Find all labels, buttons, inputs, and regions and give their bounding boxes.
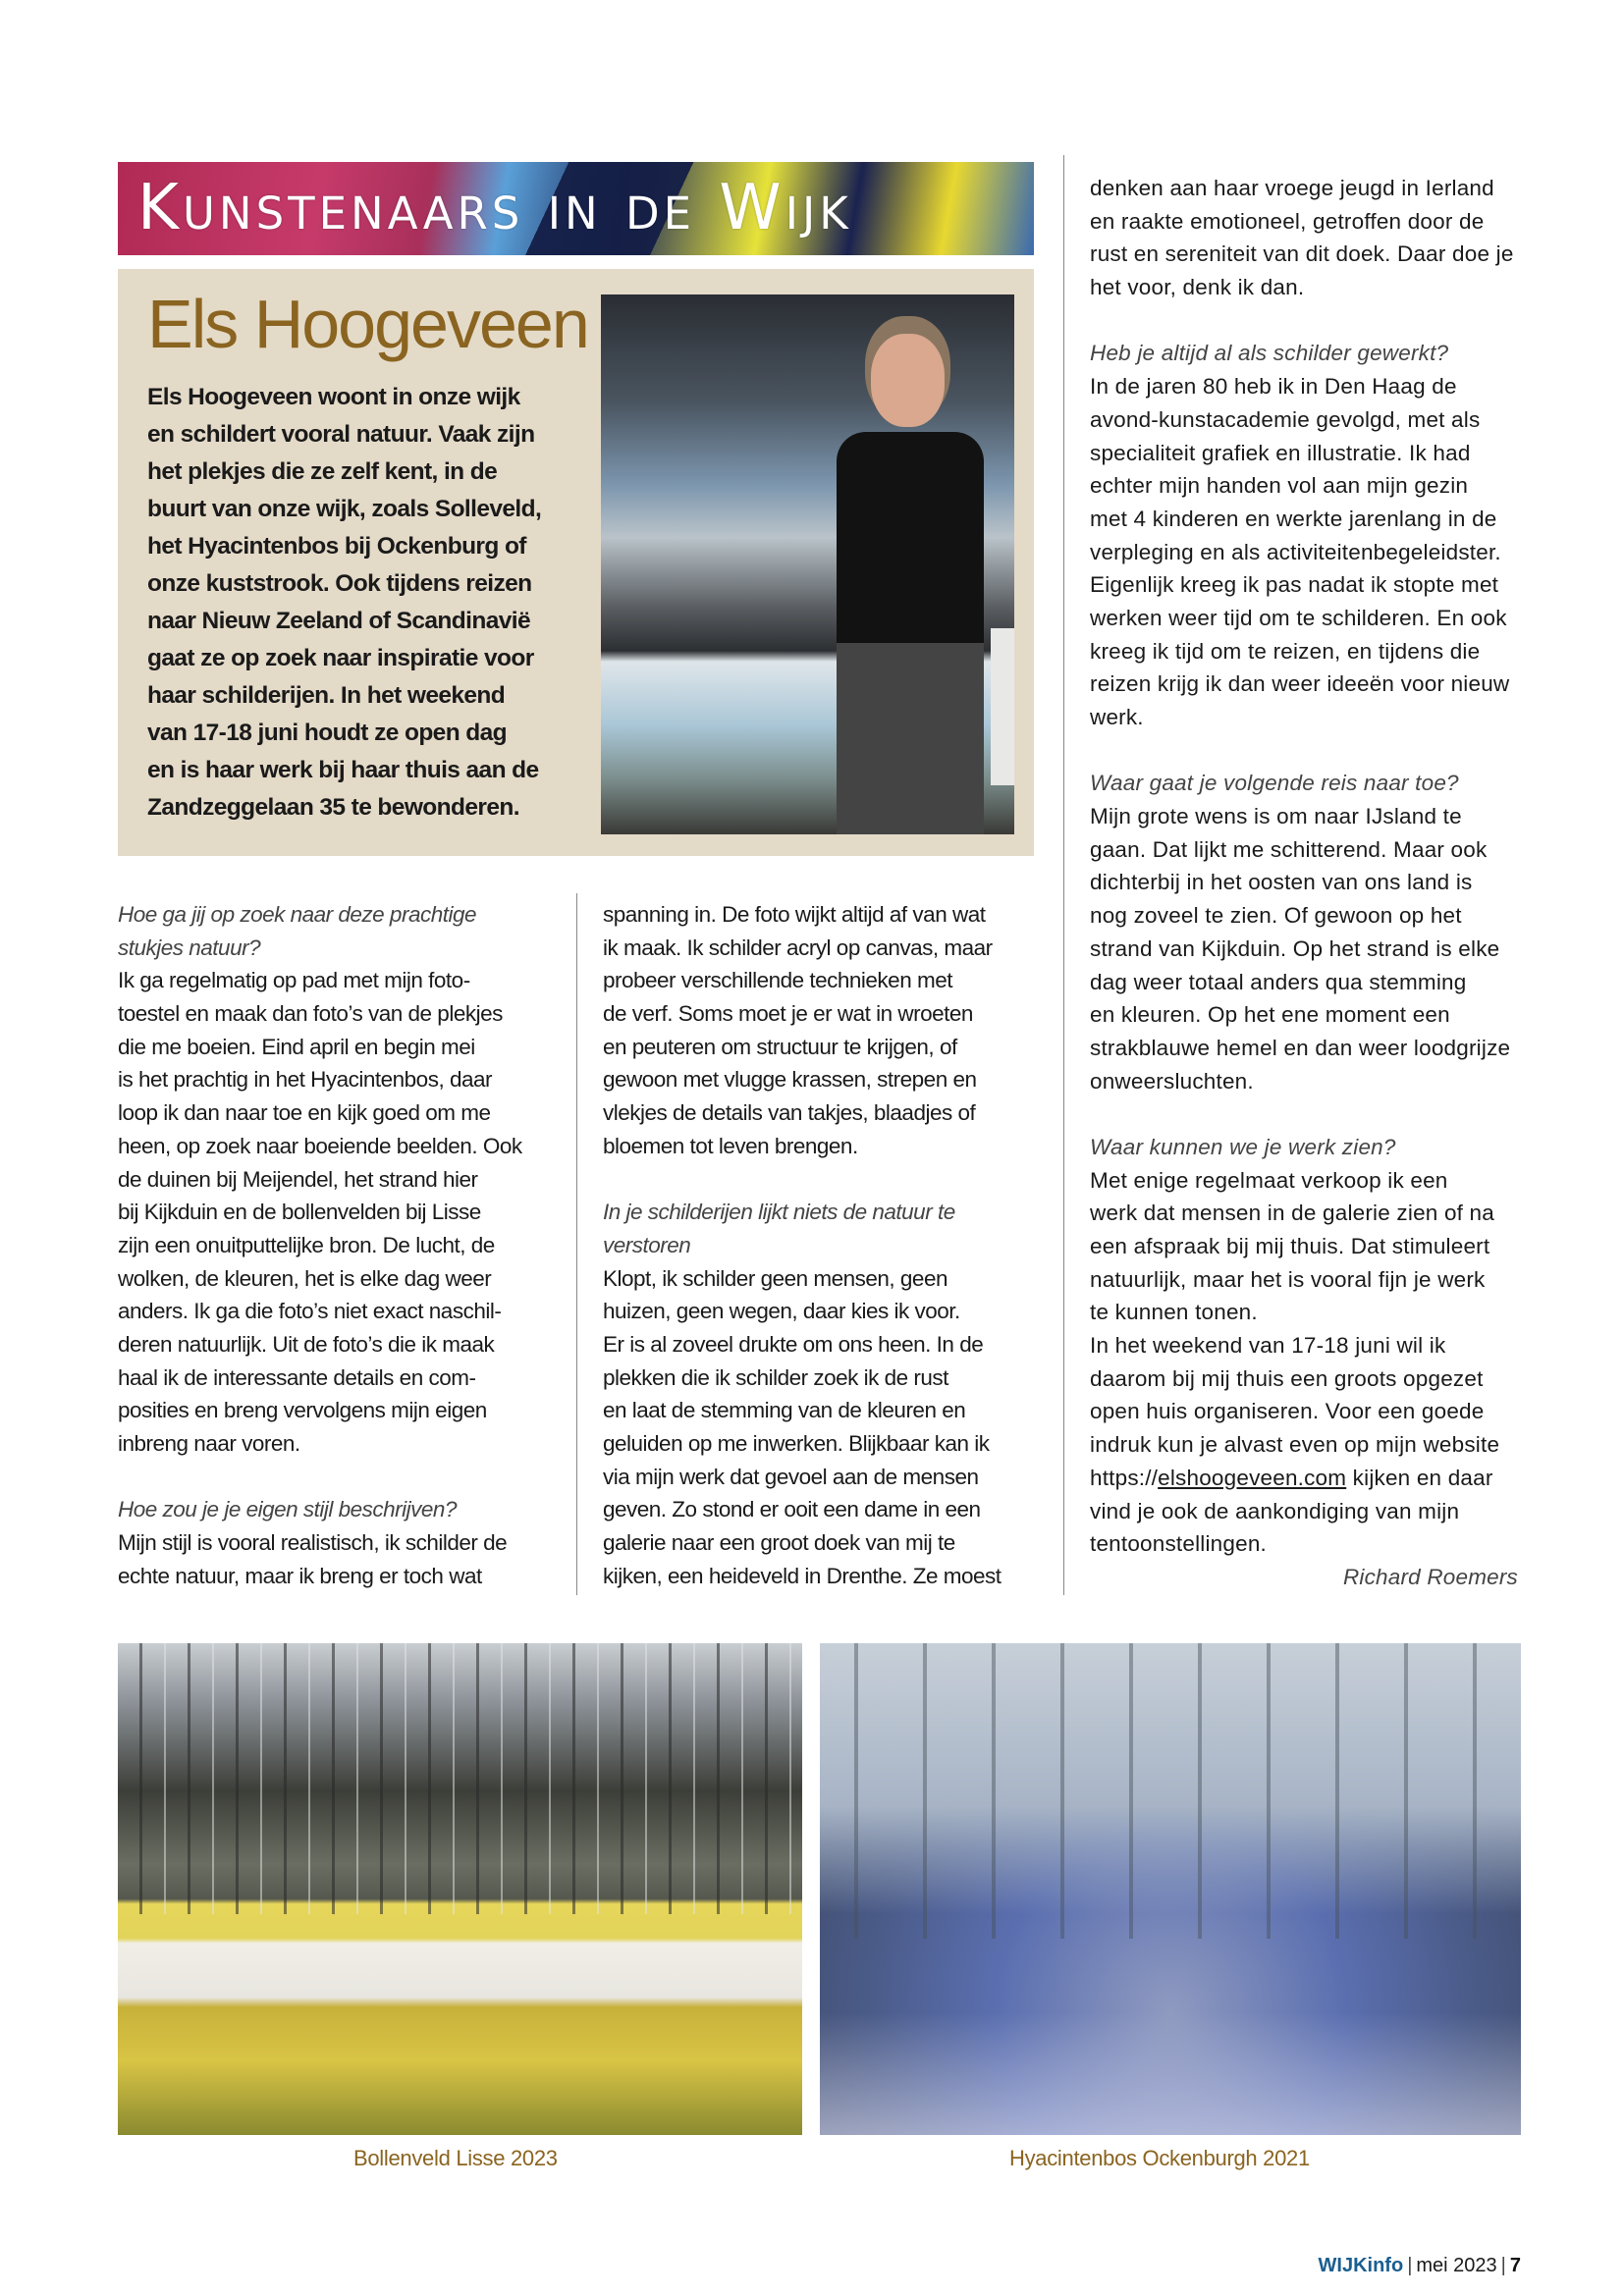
body-text-line: Met enige regelmaat verkoop ik een (1090, 1167, 1448, 1193)
interview-question: Hoe ga jij op zoek naar deze prachtige (118, 902, 476, 927)
body-text-line: open huis organiseren. Voor een goede (1090, 1399, 1485, 1424)
painting-flowers (820, 2012, 1521, 2135)
body-text-line: strakblauwe hemel en dan weer loodgrijze (1090, 1035, 1511, 1060)
body-text-line: daarom bij mij thuis een groots opgezet (1090, 1365, 1484, 1391)
body-text-line: rust en sereniteit van dit doek. Daar doe je (1090, 241, 1514, 267)
body-text-line: huizen, geen wegen, daar kies ik voor. (603, 1299, 960, 1324)
body-text-line: geven. Zo stond er ooit een dame in een (603, 1497, 981, 1522)
intro-line: buurt van onze wijk, zoals Solleveld, (147, 496, 542, 522)
intro-line: gaat ze op zoek naar inspiratie voor (147, 645, 534, 671)
body-text-line: anders. Ik ga die foto’s niet exact naschil- (118, 1299, 502, 1324)
body-text-line: natuurlijk, maar het is vooral fijn je werk (1090, 1266, 1486, 1292)
artist-body (837, 432, 984, 834)
body-text-line: haal ik de interessante details en com- (118, 1364, 476, 1390)
painting-hyacintenbos (820, 1643, 1521, 2135)
body-text-line: bij Kijkduin en de bollenvelden bij Lisse (118, 1200, 481, 1225)
body-text-line: die me boeien. Eind april en begin mei (118, 1034, 475, 1059)
paragraph-gap (1090, 304, 1518, 338)
paragraph-gap (1090, 1097, 1518, 1131)
body-text-line: toestel en maak dan foto’s van de plekjes (118, 1001, 503, 1027)
body-text-line: bloemen tot leven brengen. (603, 1133, 858, 1158)
page-number: 7 (1509, 2255, 1521, 2276)
footer-separator: | (1500, 2255, 1506, 2276)
body-text-line: strand van Kijkduin. Op het strand is elke (1090, 935, 1500, 961)
footer-separator: | (1407, 2255, 1413, 2276)
body-text-line: probeer verschillende technieken met (603, 968, 952, 993)
body-text-line: avond-kunstacademie gevolgd, met als (1090, 406, 1481, 432)
body-text-line: en peuteren om structuur te krijgen, of (603, 1034, 957, 1059)
body-text-line: zijn een onuitputtelijke bron. De lucht, de (118, 1232, 495, 1257)
intro-line: van 17-18 juni houdt ze open dag (147, 720, 508, 746)
body-text-line: plekken die ik schilder zoek ik de rust (603, 1364, 948, 1390)
column-divider (1063, 155, 1064, 1595)
artist-name: Els Hoogeveen (147, 286, 588, 362)
section-banner (118, 162, 1034, 255)
body-text-line: Ik ga regelmatig op pad met mijn foto- (118, 968, 470, 993)
body-text-line: In het weekend van 17-18 juni wil ik (1090, 1333, 1446, 1359)
body-text-line: werk. (1090, 705, 1144, 729)
website-link[interactable]: elshoogeveen.com (1158, 1465, 1347, 1490)
body-text-line: een afspraak bij mij thuis. Dat stimuleert (1090, 1234, 1490, 1258)
body-text-line: heen, op zoek naar boeiende beelden. Ook (118, 1133, 522, 1158)
body-text-line: deren natuurlijk. Uit de foto’s die ik maak (118, 1331, 495, 1357)
body-text-line: kreeg ik tijd om te reizen, en tijdens die (1090, 638, 1481, 664)
body-text-line: tentoonstellingen. (1090, 1531, 1267, 1557)
intro-line: het Hyacintenbos bij Ockenburg of (147, 533, 526, 560)
body-text-line: te kunnen tonen. (1090, 1300, 1258, 1325)
caption-hyacintenbos: Hyacintenbos Ockenburgh 2021 (1009, 2146, 1310, 2170)
website-line (1090, 1462, 1518, 1495)
intro-line: en is haar werk bij haar thuis aan de (147, 757, 539, 783)
body-text-line: denken aan haar vroege jeugd in Ierland (1090, 176, 1494, 200)
body-text-line: Er is al zoveel drukte om ons heen. In de (603, 1331, 984, 1357)
intro-line: het plekjes die ze zelf kent, in de (147, 458, 498, 485)
body-text-line: met 4 kinderen en werkte jarenlang in de (1090, 506, 1497, 531)
body-text-line: indruk kun je alvast even op mijn website (1090, 1432, 1500, 1458)
issue-date: mei 2023 (1416, 2255, 1497, 2276)
magazine-brand: WIJKinfo (1318, 2255, 1404, 2276)
body-text-line: via mijn werk dat gevoel aan de mensen (603, 1464, 979, 1489)
interview-question: stukjes natuur? (118, 934, 261, 960)
article-column-1 (118, 898, 550, 1592)
interview-question: In je schilderijen lijkt niets de natuur te (603, 1200, 955, 1225)
body-text-line: dichterbij in het oosten van ons land is (1090, 870, 1473, 895)
interview-question: Waar gaat je volgende reis naar toe? (1090, 771, 1459, 796)
artist-portrait-photo (601, 294, 1014, 834)
body-text-line: Mijn stijl is vooral realistisch, ik schilder de (118, 1530, 508, 1556)
body-text-line: loop ik dan naar toe en kijk goed om me (118, 1100, 491, 1126)
interview-question: Waar kunnen we je werk zien? (1090, 1134, 1396, 1159)
body-text-line: geluiden op me inwerken. Blijkbaar kan ik (603, 1431, 990, 1456)
link-prefix: https:// (1090, 1465, 1159, 1490)
body-text-line: de verf. Soms moet je er wat in wroeten (603, 1001, 973, 1027)
paragraph-gap (1090, 734, 1518, 768)
author-credit: Richard Roemers (1342, 1564, 1518, 1589)
painting-bollenveld-lisse (118, 1643, 802, 2135)
section-title: Kunstenaars in de Wijk (137, 172, 852, 244)
body-text-line: gaan. Dat lijkt me schitterend. Maar ook (1090, 836, 1488, 862)
interview-question: verstoren (603, 1232, 691, 1257)
body-text-line: vlekjes de details van takjes, blaadjes of (603, 1100, 976, 1126)
body-text-line: spanning in. De foto wijkt altijd af van wat (603, 902, 986, 927)
body-text-line: ik maak. Ik schilder acryl op canvas, maar (603, 934, 993, 960)
intro-text (147, 379, 541, 827)
paragraph-gap (603, 1163, 1035, 1197)
body-text-line: en kleuren. Op het ene moment een (1090, 1002, 1450, 1028)
body-text-line: vind je ook de aankondiging van mijn (1090, 1498, 1460, 1523)
artist-head (871, 334, 945, 427)
caption-bollenveld: Bollenveld Lisse 2023 (353, 2146, 558, 2170)
body-text-line: onweersluchten. (1090, 1068, 1254, 1094)
body-text-line: nog zoveel te zien. Of gewoon op het (1090, 903, 1462, 929)
link-suffix: kijken en daar (1346, 1465, 1493, 1490)
body-text-line: werk dat mensen in de galerie zien of na (1090, 1201, 1494, 1226)
body-text-line: is het prachtig in het Hyacintenbos, daar (118, 1067, 492, 1093)
article-column-3 (1090, 172, 1518, 1594)
painting-trees (820, 1643, 1521, 1939)
intro-line: en schildert vooral natuur. Vaak zijn (147, 421, 535, 448)
intro-box (118, 269, 1034, 856)
body-text-line: In de jaren 80 heb ik in Den Haag de (1090, 374, 1457, 400)
intro-line: Els Hoogeveen woont in onze wijk (147, 384, 520, 410)
body-text-line: werken weer tijd om te schilderen. En ook (1090, 605, 1507, 630)
body-text-line: reizen krijg ik dan weer ideeën voor nieuw (1090, 671, 1510, 697)
body-text-line: de duinen bij Meijendel, het strand hier (118, 1166, 478, 1192)
painting-trees (118, 1643, 802, 1914)
interview-question: Hoe zou je je eigen stijl beschrijven? (118, 1497, 457, 1522)
intro-line: onze kuststrook. Ook tijdens reizen (147, 570, 532, 597)
body-text-line: het voor, denk ik dan. (1090, 275, 1305, 300)
body-text-line: Eigenlijk kreeg ik pas nadat ik stopte met (1090, 572, 1499, 598)
body-text-line: echte natuur, maar ik breng er toch wat (118, 1563, 482, 1588)
body-text-line: en raakte emotioneel, getroffen door de (1090, 208, 1485, 234)
interview-question: Heb je altijd al als schilder gewerkt? (1090, 341, 1449, 366)
article-column-2 (603, 898, 1035, 1592)
washing-machine (991, 628, 1014, 785)
intro-line: naar Nieuw Zeeland of Scandinavië (147, 608, 531, 634)
body-text-line: wolken, de kleuren, het is elke dag weer (118, 1265, 492, 1291)
body-text-line: posities en breng vervolgens mijn eigen (118, 1398, 487, 1423)
column-divider (576, 893, 577, 1595)
body-text-line: inbreng naar voren. (118, 1431, 300, 1456)
body-text-line: echter mijn handen vol aan mijn gezin (1090, 473, 1469, 499)
intro-line: haar schilderijen. In het weekend (147, 682, 506, 709)
body-text-line: galerie naar een groot doek van mij te (603, 1530, 955, 1556)
body-text-line: Klopt, ik schilder geen mensen, geen (603, 1265, 947, 1291)
body-text-line: kijken, een heideveld in Drenthe. Ze moest (603, 1563, 1001, 1588)
paragraph-gap (118, 1461, 550, 1494)
body-text-line: dag weer totaal anders qua stemming (1090, 969, 1467, 994)
body-text-line: gewoon met vlugge krassen, strepen en (603, 1067, 977, 1093)
artist-figure (837, 334, 984, 834)
body-text-line: en laat de stemming van de kleuren en (603, 1398, 966, 1423)
body-text-line: Mijn grote wens is om naar IJsland te (1090, 804, 1462, 829)
page-footer (1319, 2255, 1521, 2277)
body-text-line: specialiteit grafiek en illustratie. Ik had (1090, 440, 1471, 465)
intro-line: Zandzeggelaan 35 te bewonderen. (147, 794, 519, 821)
body-text-line: verpleging en als activiteitenbegeleidster. (1090, 539, 1501, 564)
